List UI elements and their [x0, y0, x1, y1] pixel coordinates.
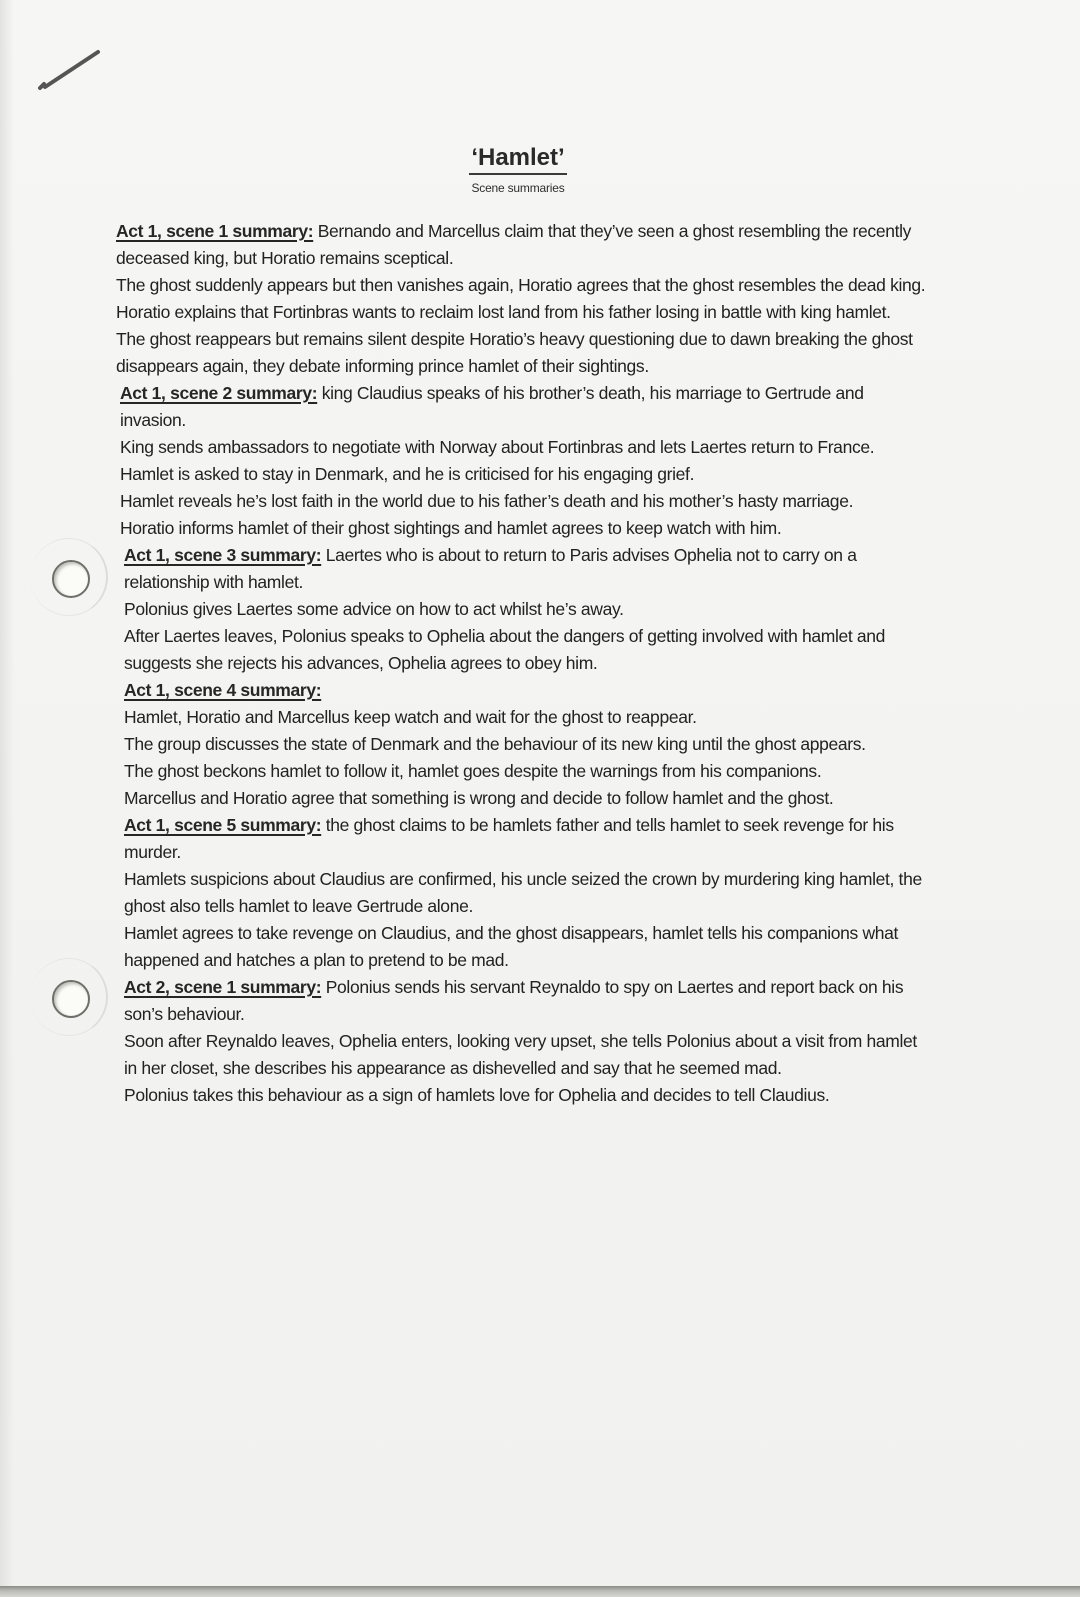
- summary-body: [116, 218, 928, 1109]
- paragraph: The group discusses the state of Denmark and the behaviour of its new king until the ghost appears.: [124, 734, 866, 754]
- section-act1-scene4: [116, 677, 928, 812]
- paragraph: Hamlet is asked to stay in Denmark, and he is criticised for his engaging grief.: [120, 464, 695, 484]
- paragraph: Hamlet agrees to take revenge on Claudius, and the ghost disappears, hamlet tells his companions what happened and hatches a plan to pretend to be mad.: [124, 923, 899, 970]
- section-lead: Laertes who is about to return to Paris advises Ophelia not to carry on a relationship with hamlet.: [124, 545, 857, 592]
- paragraph: Marcellus and Horatio agree that something is wrong and decide to follow hamlet and the ghost.: [124, 788, 834, 808]
- section-act1-scene3: [116, 542, 928, 677]
- page-title: ‘Hamlet’: [469, 143, 566, 175]
- check-mark-icon: [36, 46, 106, 96]
- paragraph: Polonius takes this behaviour as a sign of hamlets love for Ophelia and decides to tell Claudius.: [124, 1085, 830, 1105]
- paragraph: King sends ambassadors to negotiate with Norway about Fortinbras and lets Laertes return to France.: [120, 437, 875, 457]
- paragraph: Horatio explains that Fortinbras wants to reclaim lost land from his father losing in battle with king hamlet.: [116, 302, 891, 322]
- section-heading: Act 1, scene 3 summary:: [124, 545, 322, 565]
- section-heading: Act 2, scene 1 summary:: [124, 977, 322, 997]
- paragraph: The ghost reappears but remains silent despite Horatio’s heavy questioning due to dawn breaking the ghost disappears again, they debate informing prince hamlet of their sightings.: [116, 329, 913, 376]
- section-heading: Act 1, scene 5 summary:: [124, 815, 322, 835]
- paragraph: Hamlet, Horatio and Marcellus keep watch and wait for the ghost to reappear.: [124, 707, 697, 727]
- paragraph: Soon after Reynaldo leaves, Ophelia enters, looking very upset, she tells Polonius about a visit from hamlet in her closet, she describes his appearance as dishevelled and say that he seemed mad.: [124, 1031, 917, 1078]
- section-act1-scene5: [116, 812, 928, 974]
- section-act1-scene2: [116, 380, 928, 542]
- section-act1-scene1: [116, 218, 928, 380]
- paragraph: Polonius gives Laertes some advice on how to act whilst he’s away.: [124, 599, 624, 619]
- paragraph: Horatio informs hamlet of their ghost sightings and hamlet agrees to keep watch with him.: [120, 518, 782, 538]
- page-subtitle: Scene summaries: [471, 181, 565, 195]
- section-heading: Act 1, scene 4 summary:: [124, 680, 322, 700]
- paragraph: Hamlet reveals he’s lost faith in the world due to his father’s death and his mother’s hasty marriage.: [120, 491, 854, 511]
- paragraph: Hamlets suspicions about Claudius are confirmed, his uncle seized the crown by murdering king hamlet, the ghost also tells hamlet to leave Gertrude alone.: [124, 869, 922, 916]
- section-act2-scene1: [116, 974, 928, 1109]
- section-lead: Polonius sends his servant Reynaldo to spy on Laertes and report back on his son’s behaviour.: [124, 977, 904, 1024]
- section-lead: Bernando and Marcellus claim that they’ve seen a ghost resembling the recently deceased king, but Horatio remains sceptical.: [116, 221, 912, 268]
- page-bottom-edge: [0, 1586, 1080, 1597]
- section-heading: Act 1, scene 2 summary:: [120, 383, 318, 403]
- paragraph: The ghost suddenly appears but then vanishes again, Horatio agrees that the ghost resembles the dead king.: [116, 275, 926, 295]
- paragraph: After Laertes leaves, Polonius speaks to Ophelia about the dangers of getting involved with hamlet and suggests she rejects his advances, Ophelia agrees to obey him.: [124, 626, 886, 673]
- hole-punch-icon: [52, 980, 90, 1018]
- title-block: [0, 143, 1036, 195]
- hole-punch-icon: [52, 560, 90, 598]
- section-lead: the ghost claims to be hamlets father and tells hamlet to seek revenge for his murder.: [124, 815, 894, 862]
- page-left-shadow: [0, 0, 14, 1587]
- section-lead: king Claudius speaks of his brother’s death, his marriage to Gertrude and invasion.: [120, 383, 864, 430]
- paragraph: The ghost beckons hamlet to follow it, hamlet goes despite the warnings from his companions.: [124, 761, 822, 781]
- section-heading: Act 1, scene 1 summary:: [116, 221, 314, 241]
